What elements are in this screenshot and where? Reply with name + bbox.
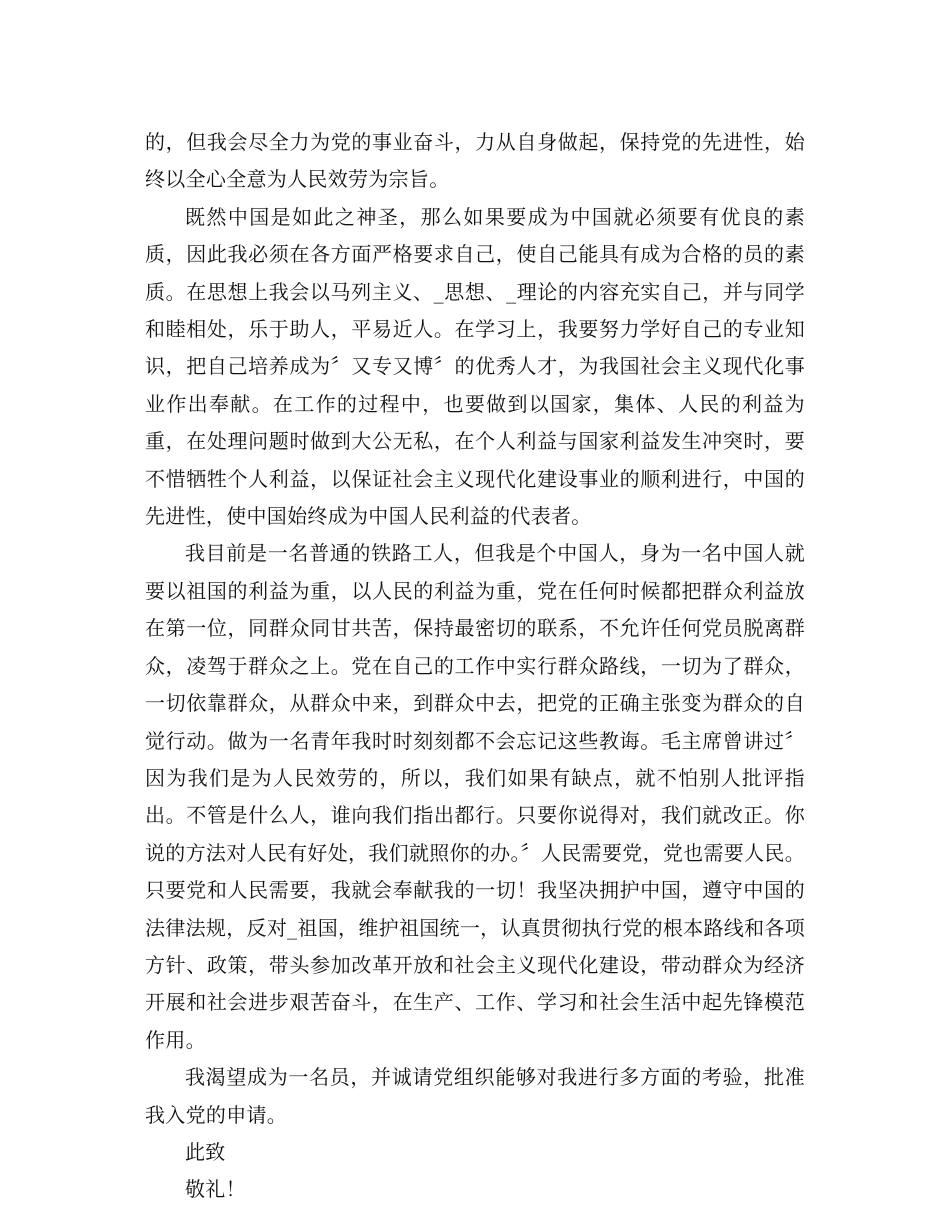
closing-salutation: 此致 — [185, 1139, 226, 1164]
closing-regards: 敬礼！ — [185, 1177, 246, 1202]
document-body — [145, 124, 805, 1209]
paragraph-qualities: 既然中国是如此之神圣，那么如果要成为中国就必须要有优良的素质，因此我必须在各方面严格要求自己，使自己能具有成为合格的员的素质。在思想上我会以马列主义、_思想、_理论的内容充实自己，并与同学和睦相处，乐于助人，平易近人。在学习上，我要努力学好自己的专业知识，把自己培养成为〞又专又博〞的优秀人才，为我国社会主义现代化事业作出奉献。在工作的过程中，也要做到以国家，集体、人民的利益为重，在处理问题时做到大公无私，在个人利益与国家利益发生冲突时，要不惜牺牲个人利益，以保证社会主义现代化建设事业的顺利进行，中国的先进性，使中国始终成为中国人民利益的代表者。 — [145, 204, 805, 529]
paragraph-application: 我渴望成为一名员，并诚请党组织能够对我进行多方面的考验，批准我入党的申请。 — [145, 1065, 805, 1127]
paragraph-worker: 我目前是一名普通的铁路工人，但我是个中国人，身为一名中国人就要以祖国的利益为重，以人民的利益为重，党在任何时候都把群众利益放在第一位，同群众同甘共苦，保持最密切的联系，不允许任何党员脱离群众，凌驾于群众之上。党在自己的工作中实行群众路线，一切为了群众，一切依靠群众，从群众中来，到群众中去，把党的正确主张变为群众的自觉行动。做为一名青年我时时刻刻都不会忘记这些教诲。毛主席曾讲过〞因为我们是为人民效劳的，所以，我们如果有缺点，就不怕别人批评指出。不管是什么人，谁向我们指出都行。只要你说得对，我们就改正。你说的方法对人民有好处，我们就照你的办。〞人民需要党，党也需要人民。只要党和人民需要，我就会奉献我的一切！我坚决拥护中国，遵守中国的法律法规，反对_祖国，维护祖国统一，认真贯彻执行党的根本路线和各项方针、政策，带头参加改革开放和社会主义现代化建设，带动群众为经济开展和社会进步艰苦奋斗，在生产、工作、学习和社会生活中起先锋模范作用。 — [145, 541, 805, 1052]
paragraph-continuation: 的，但我会尽全力为党的事业奋斗，力从自身做起，保持党的先进性，始终以全心全意为人民效劳为宗旨。 — [145, 130, 805, 192]
